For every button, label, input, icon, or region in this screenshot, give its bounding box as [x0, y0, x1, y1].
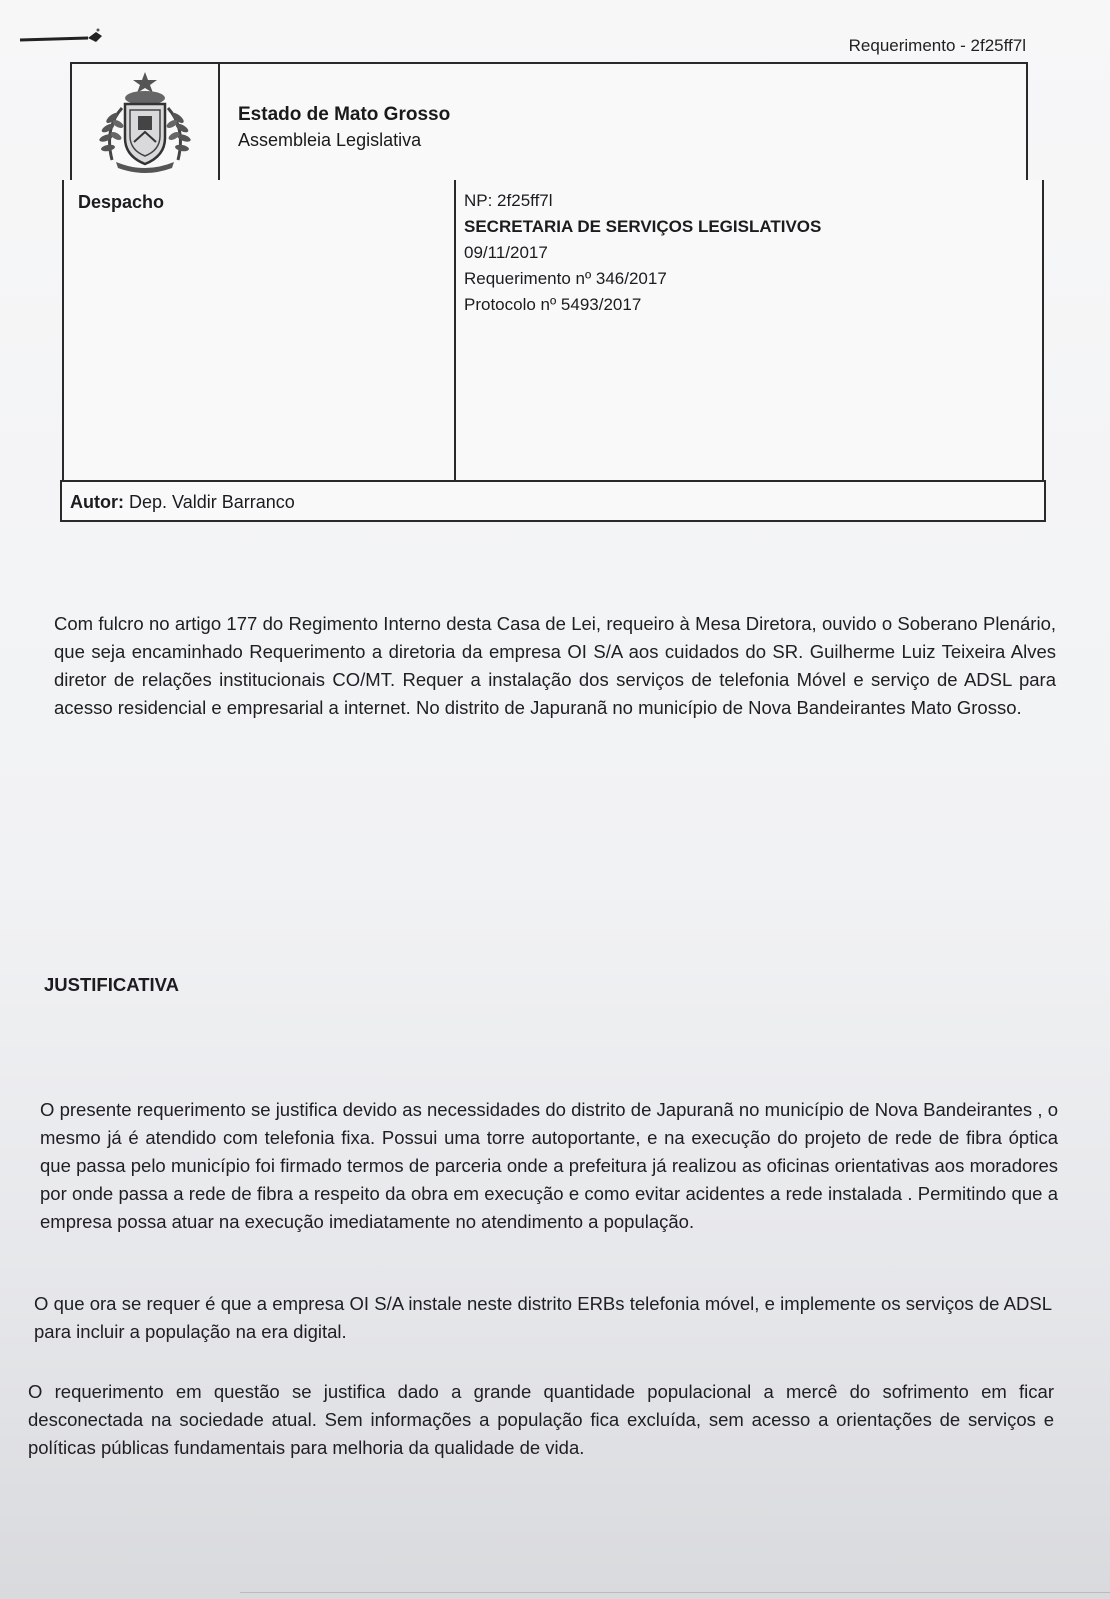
document-header: [70, 62, 1028, 182]
coat-of-arms-icon: [86, 68, 204, 176]
justificativa-paragraph-3: O requerimento em questão se justifica dado a grande quantidade populacional a mercê do sofrimento em ficar desconectada na sociedade atual. Sem informações a população fica excluída, sem acesso a orientações de serviços e políticas públicas fundamentais para melhoria da qualidade de vida.: [28, 1381, 1054, 1458]
author-name: Dep. Valdir Barranco: [129, 492, 295, 512]
protocol-info: [464, 188, 821, 318]
dispatch-box: [62, 180, 1044, 482]
dispatch-date: 09/11/2017: [464, 243, 548, 262]
pen-mark-icon: [18, 28, 104, 48]
protocolo-number: Protocolo nº 5493/2017: [464, 295, 642, 314]
requirement-id: Requerimento - 2f25ff7l: [848, 36, 1026, 55]
justificativa-paragraph-2: O que ora se requer é que a empresa OI S/A instale neste distrito ERBs telefonia móvel, e implemente os serviços de ADSL para incluir a população na era digital.: [34, 1293, 1052, 1342]
author-label: Autor:: [70, 492, 124, 512]
author-line: [70, 492, 295, 513]
assembly-name: Assembleia Legislativa: [238, 130, 422, 150]
despacho-cell: [64, 180, 456, 480]
main-paragraph: Com fulcro no artigo 177 do Regimento Interno desta Casa de Lei, requeiro à Mesa Diretora, ouvido o Soberano Plenário, que seja encaminhado Requerimento a diretoria da empresa OI S/A aos cuidados do SR. Guilherme Luiz Teixeira Alves diretor de relações institucionais CO/MT. Requer a instalação dos serviços de telefonia Móvel e serviço de ADSL para acesso residencial e empresarial a internet. No distrito de Japuranã no município de Nova Bandeirantes Mato Grosso.: [54, 613, 1056, 718]
state-name: Estado de Mato Grosso: [238, 104, 451, 125]
header-titles: [238, 104, 450, 151]
secretaria-name: SECRETARIA DE SERVIÇOS LEGISLATIVOS: [464, 217, 822, 236]
logo-cell: [72, 64, 220, 180]
justificativa-paragraph-1: O presente requerimento se justifica devido as necessidades do distrito de Japuranã no município de Nova Bandeirantes , o mesmo já é atendido com telefonia fixa. Possui uma torre autoportante, e na execução do projeto de rede de fibra óptica que passa pelo município foi firmado termos de parceria onde a prefeitura já realizou as oficinas orientativas aos moradores por onde passa a rede de fibra a respeito da obra em execução e como evitar acidentes a rede instalada . Permitindo que a empresa possa atuar na execução imediatamente no atendimento a população.: [40, 1099, 1058, 1232]
np-code: NP: 2f25ff7l: [464, 191, 553, 210]
despacho-label: Despacho: [78, 192, 165, 212]
author-box: [60, 480, 1046, 522]
justificativa-title: JUSTIFICATIVA: [44, 974, 179, 995]
requerimento-number: Requerimento nº 346/2017: [464, 269, 667, 288]
page-divider: [240, 1592, 1110, 1593]
